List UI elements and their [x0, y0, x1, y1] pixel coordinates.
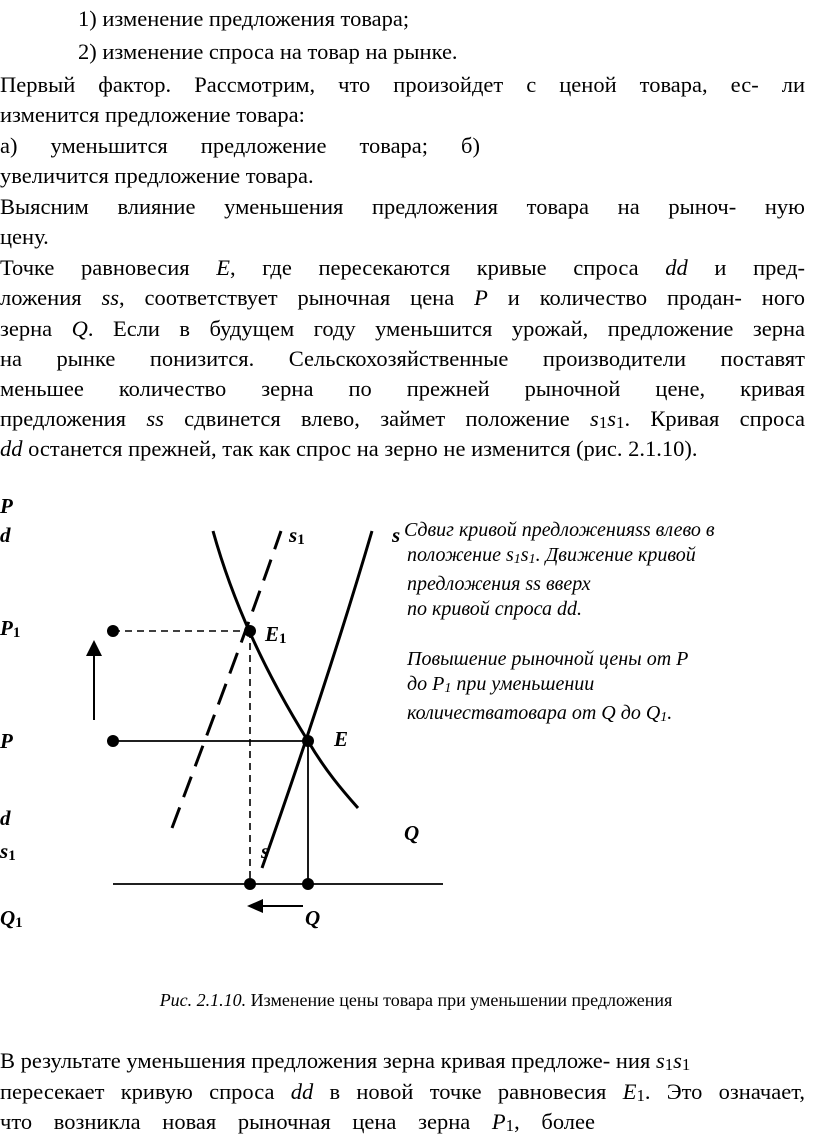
annotation-line-2: положение s1s1. Движение кривой	[407, 544, 696, 567]
list-item-1: 1) изменение предложения товара;	[78, 6, 410, 31]
label-d-bottom: d	[0, 806, 11, 830]
annotation-line-7: количестватовара от Q до Q1.	[407, 702, 673, 725]
para3-line2: цену.	[0, 224, 49, 249]
q-axis-point	[302, 878, 314, 890]
caption-number: Рис. 2.1.10.	[159, 990, 247, 1010]
para2-line2: увеличится предложение товара.	[0, 163, 314, 188]
figure-annotation	[404, 518, 804, 730]
list-item-2: 2) изменение спроса на товар на рынке.	[78, 39, 458, 64]
para5-line2: пересекает кривую спроса dd в новой точке равновесия E1. Это означает,	[0, 1079, 805, 1106]
equilibrium-point-e1	[244, 625, 256, 637]
para5-line3: что возникла новая рыночная цена зерна P1, более	[0, 1109, 595, 1136]
label-s-top: s	[392, 523, 401, 547]
label-s1-top: s1	[289, 523, 305, 548]
para4-line5: меньшее количество зерна по прежней рыночной цене, кривая	[0, 376, 805, 401]
label-p: P	[0, 729, 13, 753]
para1-line2: изменится предложение товара:	[0, 102, 305, 127]
quantity-decrease-arrowhead	[247, 899, 263, 913]
para1-line1: Первый фактор. Рассмотрим, что произойдет с ценой товара, ес- ли	[0, 72, 805, 97]
axis-label-p: P	[0, 494, 13, 518]
equilibrium-point-e	[302, 735, 314, 747]
label-s-bottom: s	[261, 839, 270, 863]
para3-line1: Выясним влияние уменьшения предложения товара на рыноч- ную	[0, 194, 805, 219]
annotation-line-4: по кривой спроса dd.	[407, 598, 583, 620]
para4-line3: зерна Q. Если в будущем году уменьшится урожай, предложение зерна	[0, 316, 805, 341]
annotation-line-1: Сдвиг кривой предложенияss влево в	[404, 519, 715, 541]
para5-line1: В результате уменьшения предложения зерна кривая предложе- ния s1s1	[0, 1048, 691, 1075]
annotation-line-5: Повышение рыночной цены от P	[407, 648, 689, 670]
q1-axis-point	[244, 878, 256, 890]
para4-line6: предложения ss сдвинется влево, займет положение s1s1. Кривая спроса	[0, 406, 805, 433]
label-s1-bottom: s1	[0, 839, 16, 864]
label-q-right: Q	[404, 821, 420, 845]
para4-line4: на рынке понизится. Сельскохозяйственные производители поставят	[0, 346, 805, 371]
label-p1: P1	[0, 616, 21, 641]
para2-line1: а) уменьшится предложение товара; б)	[0, 133, 480, 158]
label-e: E	[334, 727, 349, 751]
p-axis-point	[107, 735, 119, 747]
annotation-spacer	[404, 622, 804, 647]
figure-caption	[0, 988, 816, 1012]
label-q: Q	[305, 906, 321, 930]
annotation-line-3: предложения ss вверх	[407, 573, 591, 595]
price-rise-arrowhead	[86, 640, 102, 656]
para4-line7: dd останется прежней, так как спрос на зерно не изменится (рис. 2.1.10).	[0, 436, 698, 461]
annotation-line-6: до P1 при уменьшении	[407, 673, 595, 696]
demand-curve-dd	[213, 531, 358, 808]
label-q1: Q1	[0, 906, 23, 931]
label-e1: E1	[265, 622, 287, 647]
label-d-top: d	[0, 523, 11, 547]
caption-text: Изменение цены товара при уменьшении предложения	[246, 990, 673, 1010]
para4-line2: ложения ss, соответствует рыночная цена P и количество продан- ного	[0, 285, 805, 310]
para4-line1: Точке равновесия E, где пересекаются кривые спроса dd и пред-	[0, 255, 806, 280]
p1-axis-point	[107, 625, 119, 637]
supply-curve-ss	[262, 531, 372, 868]
